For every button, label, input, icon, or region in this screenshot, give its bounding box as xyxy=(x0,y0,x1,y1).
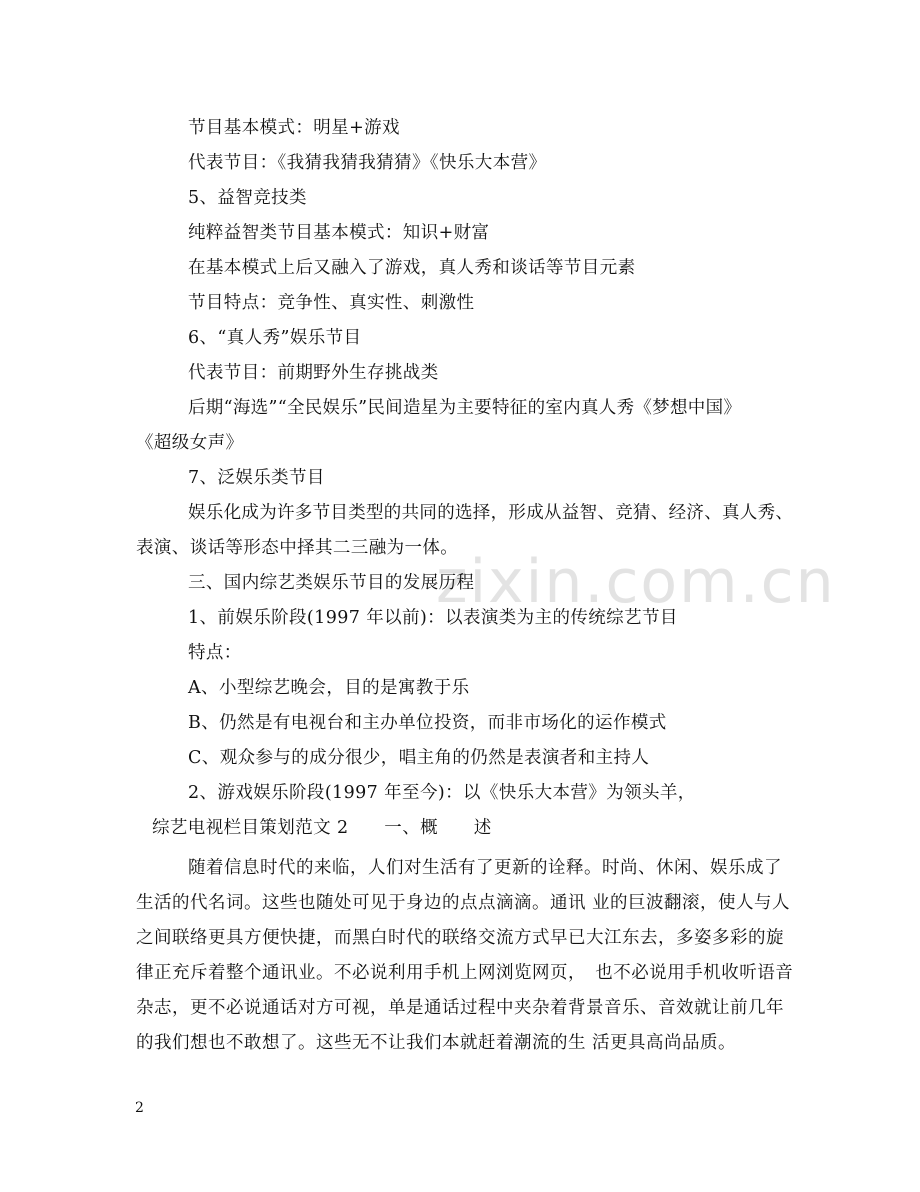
page-number: 2 xyxy=(135,1100,144,1116)
text-line: 节目特点：竞争性、真实性、刺激性 xyxy=(188,293,475,313)
section-heading: 三、国内综艺类娱乐节目的发展历程 xyxy=(188,573,475,593)
body-paragraph xyxy=(136,851,794,1061)
paragraph-line: 律正充斥着整个通讯业。不必说利用手机上网浏览网页， 也不必说用手机收听语音 xyxy=(136,963,794,983)
text-line: A、小型综艺晚会，目的是寓教于乐 xyxy=(188,678,470,698)
text-line: 7、泛娱乐类节目 xyxy=(188,468,325,488)
text-line: 2、游戏娱乐阶段(1997 年至今)：以《快乐大本营》为领头羊， xyxy=(188,783,696,803)
watermark: zixin.com.cn xyxy=(436,547,836,617)
document-title: 综艺电视栏目策划范文 2 一、概 述 xyxy=(152,818,492,838)
text-line: 特点： xyxy=(188,643,242,663)
paragraph-line: 生活的代名词。这些也随处可见于身边的点点滴滴。通讯 业的巨波翻滚，使人与人 xyxy=(136,893,791,913)
text-line: 代表节目：《我猜我猜我猜猜》《快乐大本营》 xyxy=(188,153,547,173)
text-line: 表演、谈话等形态中择其二三融为一体。 xyxy=(136,538,459,558)
text-line: 1、前娱乐阶段(1997 年以前)：以表演类为主的传统综艺节目 xyxy=(188,608,678,628)
text-line: 代表节目：前期野外生存挑战类 xyxy=(188,363,439,383)
text-line: 《超级女声》 xyxy=(136,433,244,453)
text-line: 在基本模式上后又融入了游戏，真人秀和谈话等节目元素 xyxy=(188,258,636,278)
paragraph-line: 杂志，更不必说通话对方可视，单是通话过程中夹杂着背景音乐、音效就让前几年 xyxy=(136,998,784,1018)
text-line: 6、“真人秀”娱乐节目 xyxy=(188,328,362,348)
text-line: 纯粹益智类节目基本模式：知识+财富 xyxy=(188,223,490,243)
text-line: 后期“海选”“全民娱乐”民间造星为主要特征的室内真人秀《梦想中国》 xyxy=(188,398,742,418)
paragraph-line: 随着信息时代的来临，人们对生活有了更新的诠释。时尚、休闲、娱乐成了 xyxy=(188,858,782,878)
text-line: 5、益智竞技类 xyxy=(188,188,307,208)
text-line: 节目基本模式：明星+游戏 xyxy=(188,118,400,138)
text-line: B、仍然是有电视台和主办单位投资，而非市场化的运作模式 xyxy=(188,713,667,733)
paragraph-line: 的我们想也不敢想了。这些无不让我们本就赶着潮流的生 活更具高尚品质。 xyxy=(136,1033,737,1053)
text-line: 娱乐化成为许多节目类型的共同的选择，形成从益智、竞猜、经济、真人秀、 xyxy=(188,503,794,523)
paragraph-line: 之间联络更具方便快捷，而黑白时代的联络交流方式早已大江东去，多姿多彩的旋 xyxy=(136,928,784,948)
text-line: C、观众参与的成分很少，唱主角的仍然是表演者和主持人 xyxy=(188,748,650,768)
